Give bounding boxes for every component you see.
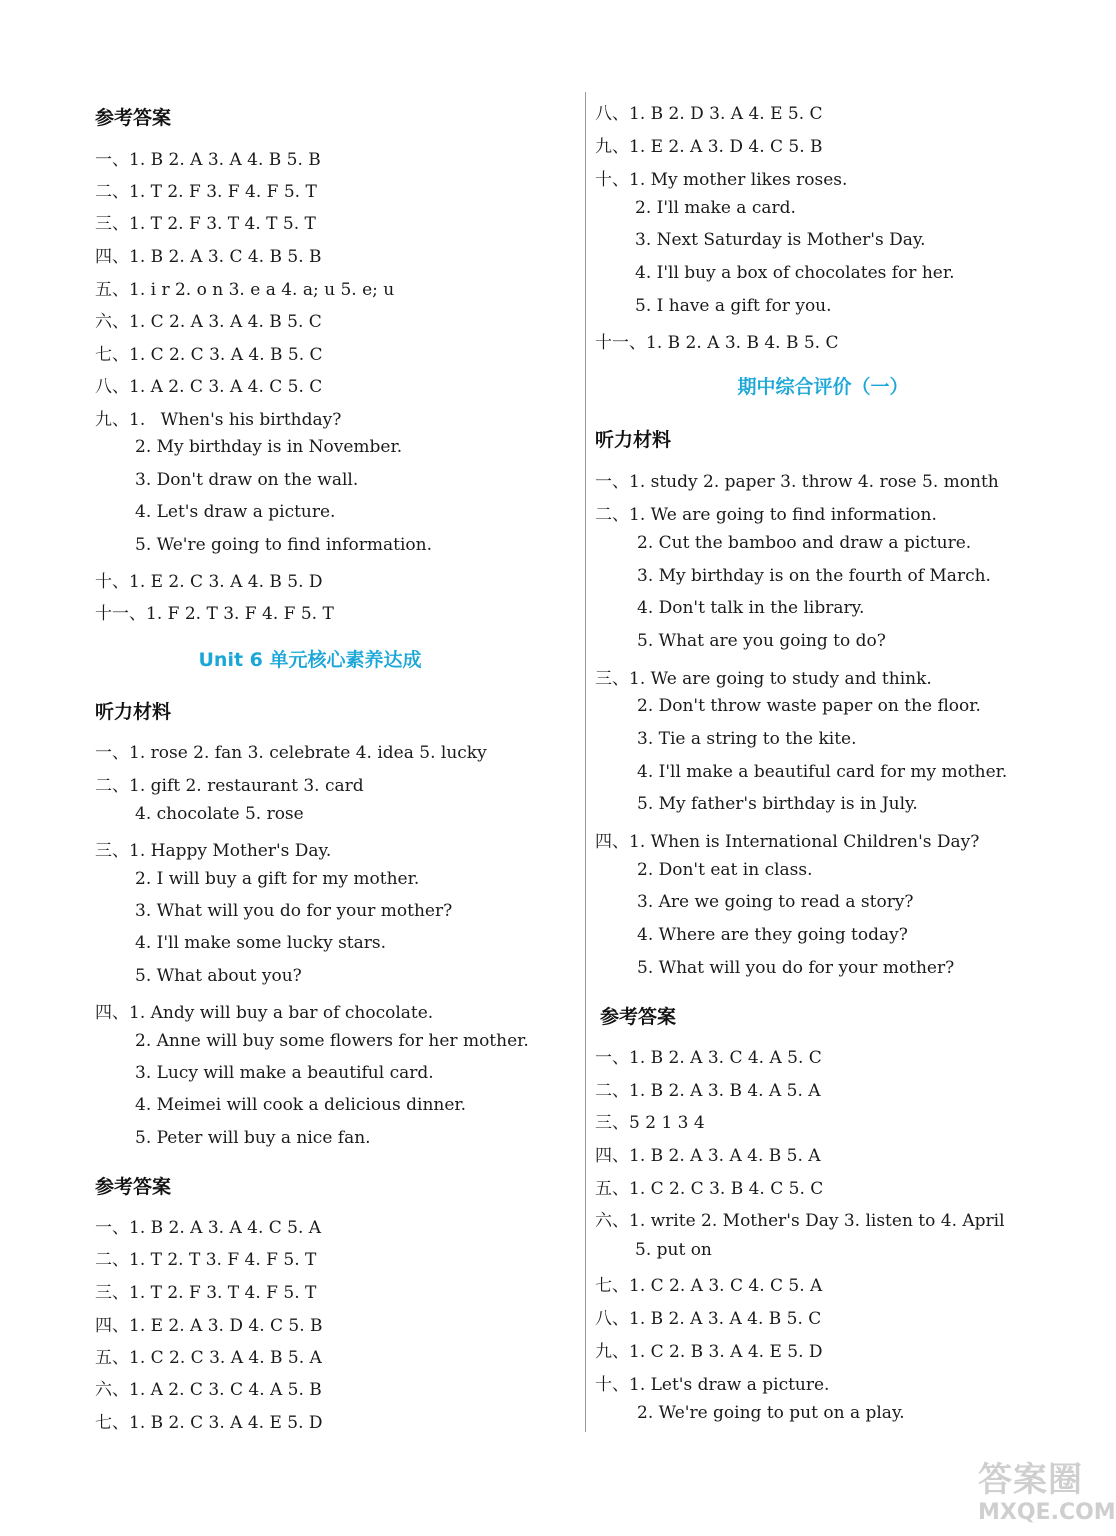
sentence-line: 5. I have a gift for you. [635, 296, 832, 316]
listening-line: 5. What are you going to do? [637, 631, 886, 651]
answer-line: 二、1. B 2. A 3. B 4. A 5. A [595, 1081, 821, 1101]
answer-line: 三、1. T 2. F 3. T 4. T 5. T [95, 214, 316, 234]
answer-line: 九、1. C 2. B 3. A 4. E 5. D [595, 1342, 823, 1362]
q9-sentence: When's his birthday? [160, 410, 342, 430]
listening-line: 二、1. We are going to find information. [595, 505, 937, 525]
answer-line: 七、1. C 2. A 3. C 4. C 5. A [595, 1276, 823, 1296]
listening-line: 2. I will buy a gift for my mother. [135, 869, 420, 889]
listening-line: 5. Peter will buy a nice fan. [135, 1128, 371, 1148]
answer-line: 一、1. B 2. A 3. C 4. A 5. C [595, 1048, 822, 1068]
answer-line: 三、5 2 1 3 4 [595, 1113, 705, 1133]
answers-heading: 参考答案 [95, 1176, 172, 1198]
listening-line: 一、1. rose 2. fan 3. celebrate 4. idea 5. lucky [95, 743, 487, 763]
answer-line: 十一、1. F 2. T 3. F 4. F 5. T [95, 604, 334, 624]
listening-line: 4. Don't talk in the library. [637, 598, 865, 618]
listening-line: 四、1. Andy will buy a bar of chocolate. [95, 1003, 434, 1023]
listening-line: 5. My father's birthday is in July. [637, 794, 918, 814]
listening-line: 4. Where are they going today? [637, 925, 908, 945]
sentence-line: 2. My birthday is in November. [135, 437, 403, 457]
answer-line: 三、1. T 2. F 3. T 4. F 5. T [95, 1283, 317, 1303]
answer-line: 八、1. B 2. D 3. A 4. E 5. C [595, 104, 823, 124]
listening-line: 5. What will you do for your mother? [637, 958, 955, 978]
listening-line: 2. Anne will buy some flowers for her mother. [135, 1031, 529, 1051]
sentence-line: 十、1. Let's draw a picture. [595, 1375, 830, 1395]
answer-line: 十、1. E 2. C 3. A 4. B 5. D [95, 572, 323, 592]
unit-6-title: Unit 6 单元核心素养达成 [198, 649, 422, 671]
answer-line: 二、1. T 2. F 3. F 4. F 5. T [95, 182, 317, 202]
listening-line: 三、1. We are going to study and think. [595, 669, 932, 689]
sentence-line: 3. Next Saturday is Mother's Day. [635, 230, 926, 250]
sentence-line: 十、1. My mother likes roses. [595, 170, 848, 190]
answer-line: 七、1. C 2. C 3. A 4. B 5. C [95, 345, 323, 365]
answer-line: 四、1. E 2. A 3. D 4. C 5. B [95, 1316, 323, 1336]
listening-line: 3. What will you do for your mother? [135, 901, 453, 921]
listening-line: 2. Cut the bamboo and draw a picture. [637, 533, 972, 553]
site-watermark [978, 1448, 1116, 1536]
answer-line: 八、1. A 2. C 3. A 4. C 5. C [95, 377, 323, 397]
answer-line: 八、1. B 2. A 3. A 4. B 5. C [595, 1309, 822, 1329]
sentence-line: 3. Don't draw on the wall. [135, 470, 359, 490]
question-9-label [95, 405, 341, 430]
answer-line: 一、1. B 2. A 3. A 4. B 5. B [95, 150, 321, 170]
column-divider [585, 92, 586, 1432]
listening-line: 3. Are we going to read a story? [637, 892, 914, 912]
midterm-title: 期中综合评价（一） [737, 376, 909, 398]
sentence-line: 2. We're going to put on a play. [637, 1403, 905, 1423]
answer-line: 七、1. B 2. C 3. A 4. E 5. D [95, 1413, 323, 1433]
answer-line: 五、1. C 2. C 3. A 4. B 5. A [95, 1348, 322, 1368]
sentence-line: 5. We're going to find information. [135, 535, 433, 555]
q9-number: 九、1. [95, 410, 146, 430]
answers-heading: 参考答案 [95, 107, 172, 129]
listening-heading: 听力材料 [95, 701, 172, 723]
listening-line: 3. Lucy will make a beautiful card. [135, 1063, 434, 1083]
sentence-line: 2. I'll make a card. [635, 198, 796, 218]
sentence-line: 4. I'll buy a box of chocolates for her. [635, 263, 955, 283]
listening-line: 三、1. Happy Mother's Day. [95, 841, 332, 861]
answer-line: 五、1. C 2. C 3. B 4. C 5. C [595, 1179, 824, 1199]
listening-line: 4. Meimei will cook a delicious dinner. [135, 1095, 467, 1115]
listening-heading: 听力材料 [595, 429, 672, 451]
answer-line: 六、1. A 2. C 3. C 4. A 5. B [95, 1380, 322, 1400]
listening-line: 3. Tie a string to the kite. [637, 729, 857, 749]
answer-line: 十一、1. B 2. A 3. B 4. B 5. C [595, 333, 839, 353]
watermark-logo-text: 答案圈 [978, 1460, 1083, 1500]
watermark-domain: MXQE.COM [978, 1500, 1116, 1525]
listening-line: 5. What about you? [135, 966, 302, 986]
answer-line: 六、1. C 2. A 3. A 4. B 5. C [95, 312, 322, 332]
answer-line: 一、1. B 2. A 3. A 4. C 5. A [95, 1218, 322, 1238]
listening-line: 四、1. When is International Children's Day? [595, 832, 980, 852]
answer-line: 二、1. T 2. T 3. F 4. F 5. T [95, 1250, 317, 1270]
answer-line: 5. put on [635, 1240, 712, 1260]
sentence-line: 4. Let's draw a picture. [135, 502, 336, 522]
answers-heading: 参考答案 [600, 1006, 677, 1028]
answer-line: 九、1. E 2. A 3. D 4. C 5. B [595, 137, 823, 157]
answer-line: 五、1. i r 2. o n 3. e a 4. a; u 5. e; u [95, 280, 395, 300]
listening-line: 2. Don't eat in class. [637, 860, 813, 880]
listening-line: 2. Don't throw waste paper on the floor. [637, 696, 981, 716]
listening-line: 4. I'll make some lucky stars. [135, 933, 387, 953]
listening-line: 二、1. gift 2. restaurant 3. card [95, 776, 364, 796]
listening-line: 3. My birthday is on the fourth of March. [637, 566, 991, 586]
listening-line: 一、1. study 2. paper 3. throw 4. rose 5. month [595, 472, 999, 492]
answer-line: 四、1. B 2. A 3. C 4. B 5. B [95, 247, 322, 267]
answer-line: 四、1. B 2. A 3. A 4. B 5. A [595, 1146, 821, 1166]
listening-line: 4. chocolate 5. rose [135, 804, 304, 824]
answer-line: 六、1. write 2. Mother's Day 3. listen to 4. April [595, 1211, 1005, 1231]
listening-line: 4. I'll make a beautiful card for my mother. [637, 762, 1008, 782]
